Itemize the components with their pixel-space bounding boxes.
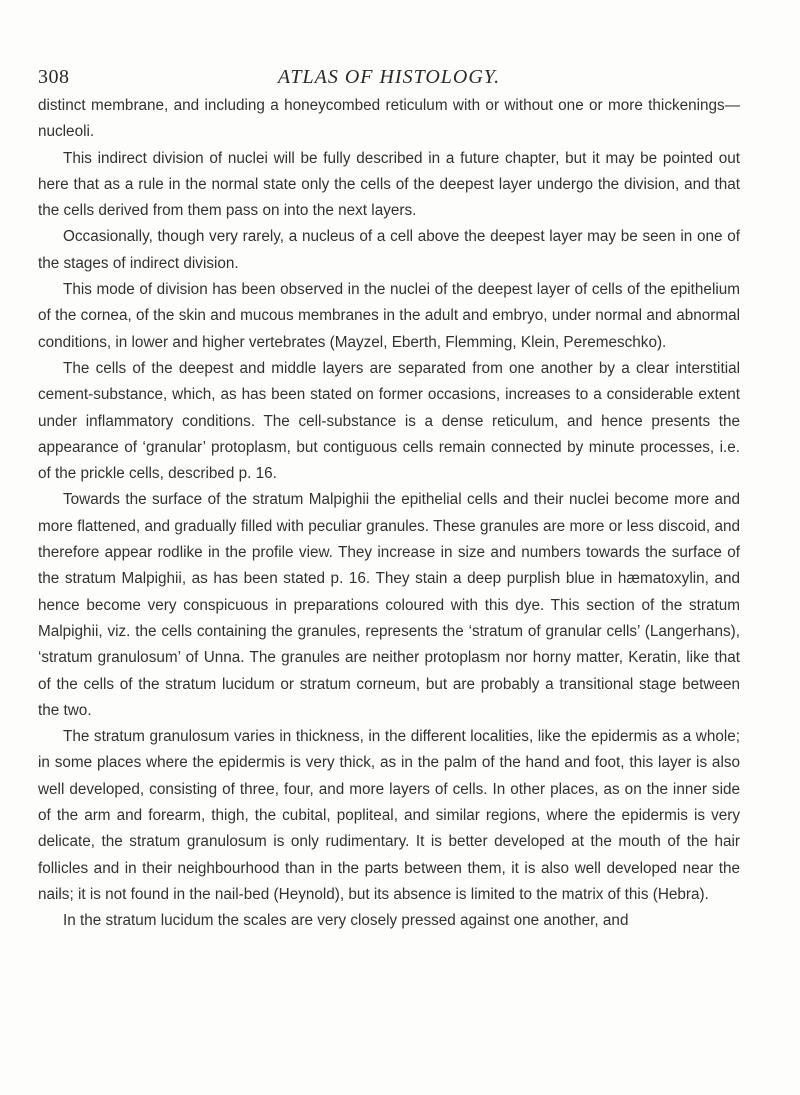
- paragraph: In the stratum lucidum the scales are very closely pressed against one another, and: [63, 912, 629, 930]
- paragraph: This mode of division has been observed in the nuclei of the deepest layer of cells of the epithelium of the cornea, of the skin and mucous membranes in the adult and embryo, under normal and abnormal conditions, in lower and higher vertebrates (Mayzel, Eberth, Flemming, Klein, Peremeschko).: [38, 281, 740, 351]
- paragraph: The stratum granulosum varies in thickness, in the different localities, like the epidermis as a whole; in some places where the epidermis is very thick, as in the palm of the hand and foot, this layer is also well developed, consisting of three, four, and more layers of cells. In other places, as on the inner side of the arm and forearm, thigh, the cubital, popliteal, and similar regions, where the epidermis is very delicate, the stratum granulosum is only rudimentary. It is better developed at the mouth of the hair follicles and in their neighbourhood than in the parts between them, it is also well developed near the nails; it is not found in the nail-bed (Heynold), but its absence is limited to the matrix of this (Hebra).: [38, 728, 740, 903]
- page-header: [38, 66, 740, 96]
- body-text: [38, 93, 740, 935]
- paragraph: Towards the surface of the stratum Malpighii the epithelial cells and their nuclei become more and more flattened, and gradually filled with peculiar granules. These granules are more or less discoid, and therefore appear rodlike in the profile view. They increase in size and numbers towards the surface of the stratum Malpighii, as has been stated p. 16. They stain a deep purplish blue in hæmatoxylin, and hence become very conspicuous in preparations coloured with this dye. This section of the stratum Malpighii, viz. the cells containing the granules, represents the ‘stratum of granular cells’ (Langerhans), ‘stratum granulosum’ of Unna. The granules are neither protoplasm nor horny matter, Keratin, like that of the cells of the stratum lucidum or stratum corneum, but are probably a transitional stage between the two.: [38, 491, 740, 719]
- paragraph-continuation: distinct membrane, and including a honeycombed reticulum with or without one or more thickenings—nucleoli.: [38, 97, 740, 141]
- paragraph: This indirect division of nuclei will be fully described in a future chapter, but it may be pointed out here that as a rule in the normal state only the cells of the deepest layer undergo the division, and that the cells derived from them pass on into the next layers.: [38, 149, 740, 220]
- paragraph: The cells of the deepest and middle layers are separated from one another by a clear interstitial cement-substance, which, as has been stated on former occasions, increases to a considerable extent under inflammatory conditions. The cell-substance is a dense reticulum, and hence presents the appearance of ‘granular’ protoplasm, but contiguous cells remain connected by minute processes, i.e. of the prickle cells, described p. 16.: [38, 359, 740, 483]
- page-number: 308: [38, 66, 70, 88]
- running-title: ATLAS OF HISTOLOGY.: [277, 66, 501, 88]
- paragraph: Occasionally, though very rarely, a nucleus of a cell above the deepest layer may be seen in one of the stages of indirect division.: [38, 228, 740, 272]
